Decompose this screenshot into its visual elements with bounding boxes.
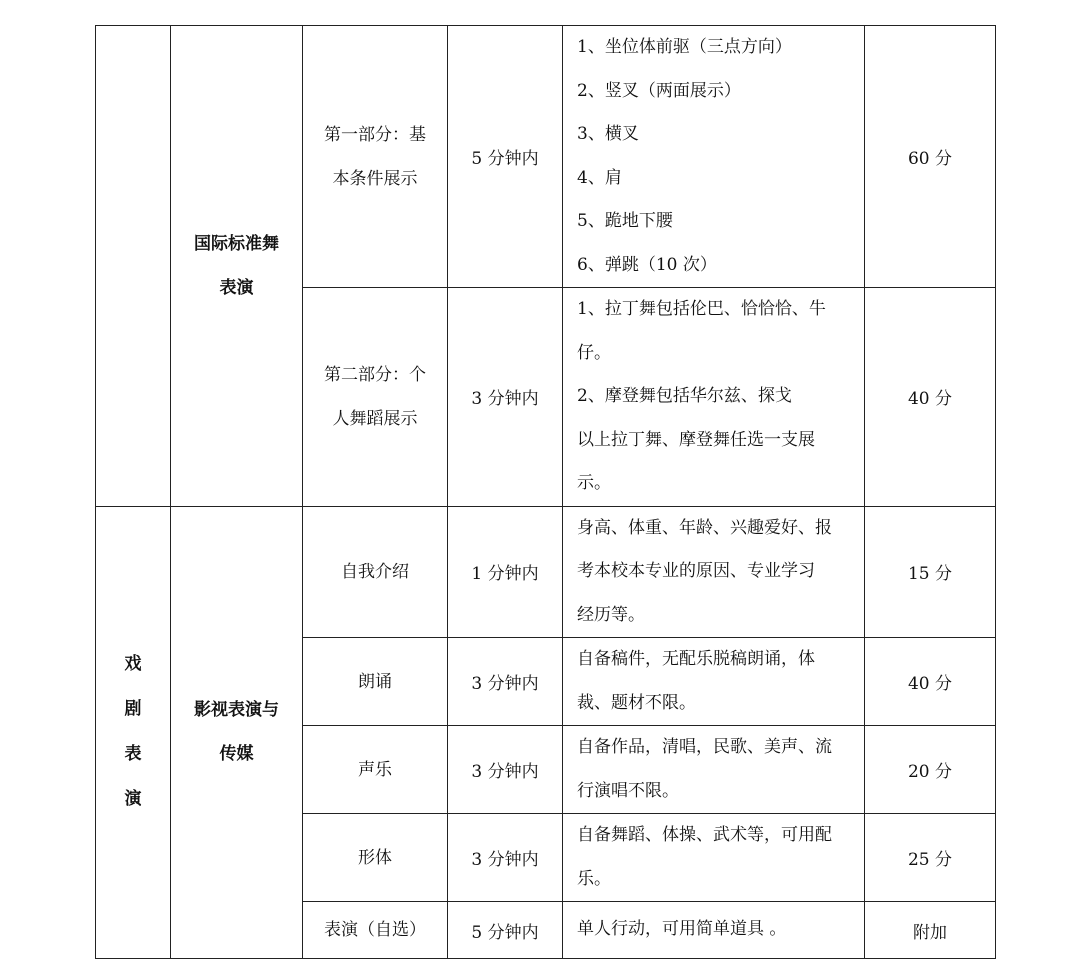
category-char: 演 — [124, 789, 142, 810]
requirement-line: 示。 — [577, 473, 611, 493]
requirement-line: 乐。 — [577, 868, 611, 889]
time-cell: 3 分钟内 — [448, 638, 563, 726]
category-char: 表 — [124, 744, 142, 765]
requirement-cell — [563, 26, 865, 288]
part-line: 朗诵 — [358, 671, 392, 692]
category-cell — [96, 26, 171, 507]
score-cell: 60 分 — [865, 26, 996, 288]
requirement-line: 2、竖叉（两面展示） — [577, 80, 741, 101]
time-cell: 3 分钟内 — [448, 288, 563, 507]
requirement-line: 5、跪地下腰 — [577, 211, 673, 231]
score-cell: 25 分 — [865, 814, 996, 902]
part-line: 人舞蹈展示 — [332, 408, 418, 429]
part-cell — [303, 506, 448, 638]
requirement-cell — [563, 902, 865, 959]
part-line: 本条件展示 — [332, 168, 418, 189]
subject-line: 表演 — [219, 277, 254, 298]
requirement-line: 仔。 — [577, 342, 611, 363]
category-cell — [96, 506, 171, 959]
subject-cell — [171, 26, 303, 507]
time-cell: 5 分钟内 — [448, 26, 563, 288]
part-line: 第二部分：个 — [324, 364, 426, 385]
requirement-line: 自备舞蹈、体操、武术等，可用配 — [577, 825, 832, 845]
subject-line: 传媒 — [219, 744, 254, 765]
part-line: 第一部分：基 — [324, 124, 426, 145]
score-cell: 15 分 — [865, 506, 996, 638]
exam-table — [95, 25, 996, 959]
requirement-line: 自备作品，清唱，民歌、美声、流 — [577, 737, 832, 757]
part-cell — [303, 726, 448, 814]
score-cell: 40 分 — [865, 288, 996, 507]
requirement-line: 1、拉丁舞包括伦巴、恰恰恰、牛 — [577, 299, 826, 319]
requirement-line: 身高、体重、年龄、兴趣爱好、报 — [577, 517, 832, 538]
requirement-line: 经历等。 — [577, 604, 645, 625]
time-cell: 3 分钟内 — [448, 726, 563, 814]
requirement-cell — [563, 506, 865, 638]
requirement-cell — [563, 288, 865, 507]
score-cell: 40 分 — [865, 638, 996, 726]
part-cell — [303, 288, 448, 507]
requirement-cell — [563, 814, 865, 902]
requirement-line: 6、弹跳（10 次） — [577, 254, 717, 275]
part-cell — [303, 814, 448, 902]
time-cell: 5 分钟内 — [448, 902, 563, 959]
part-cell — [303, 638, 448, 726]
part-cell — [303, 902, 448, 959]
score-cell: 20 分 — [865, 726, 996, 814]
requirement-line: 单人行动，可用简单道具 。 — [577, 919, 787, 940]
requirement-cell — [563, 726, 865, 814]
part-line: 表演（自选） — [324, 920, 426, 940]
part-cell — [303, 26, 448, 288]
category-char: 戏 — [124, 654, 142, 675]
requirement-line: 行演唱不限。 — [577, 780, 679, 801]
requirement-line: 以上拉丁舞、摩登舞任选一支展 — [577, 429, 815, 450]
requirement-line: 4、肩 — [577, 167, 622, 188]
requirement-line: 裁、题材不限。 — [577, 692, 696, 713]
requirement-line: 3、横叉 — [577, 124, 639, 144]
requirement-line: 1、坐位体前驱（三点方向） — [577, 37, 792, 57]
part-line: 形体 — [358, 847, 392, 868]
subject-cell — [171, 506, 303, 959]
part-line: 自我介绍 — [341, 561, 409, 582]
category-char: 剧 — [124, 699, 142, 720]
requirement-line: 自备稿件，无配乐脱稿朗诵，体 — [577, 649, 815, 669]
requirement-line: 考本校本专业的原因、专业学习 — [577, 561, 815, 581]
time-cell: 3 分钟内 — [448, 814, 563, 902]
score-cell: 附加 — [865, 902, 996, 959]
part-line: 声乐 — [358, 759, 392, 780]
requirement-line: 2、摩登舞包括华尔兹、探戈 — [577, 386, 792, 406]
subject-line: 影视表演与 — [194, 700, 279, 721]
time-cell: 1 分钟内 — [448, 506, 563, 638]
requirement-cell — [563, 638, 865, 726]
subject-line: 国际标准舞 — [194, 233, 279, 254]
